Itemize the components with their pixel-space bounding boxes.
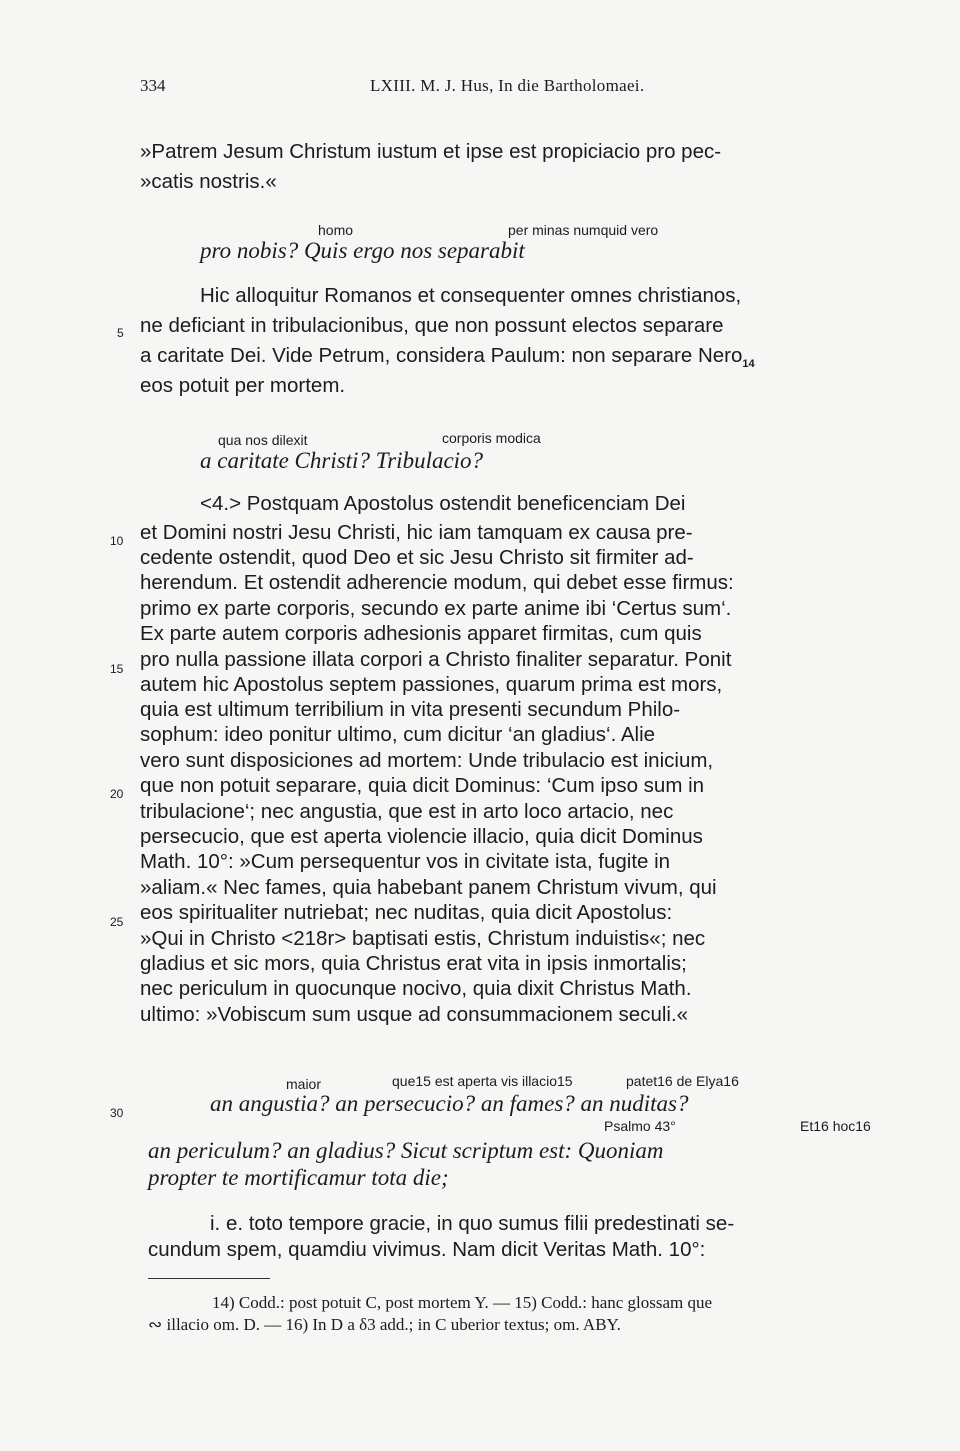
text-line: cundum spem, quamdiu vivimus. Nam dicit Veritas Math. 10°: <box>148 1238 706 1261</box>
lemma-line: propter te mortificamur tota die; <box>148 1165 449 1190</box>
text-line: eos spiritualiter nutriebat; nec nuditas, quia dicit Apostolus: <box>140 901 673 924</box>
footnote: 14) Codd.: post potuit C, post mortem Y. — 15) Codd.: hanc glossam que <box>212 1293 713 1312</box>
footnote-ref: 14 <box>742 358 755 371</box>
running-head: LXIII. M. J. Hus, In die Bartholomaei. <box>370 76 645 95</box>
interlinear-gloss: corporis modica <box>442 430 541 446</box>
text-line: <4.> Postquam Apostolus ostendit beneficenciam Dei <box>200 492 686 515</box>
footnote: ∾ illacio om. D. — 16) In D a δ3 add.; in C uberior textus; om. ABY. <box>148 1315 621 1334</box>
text-line: pro nulla passione illata corpori a Christo finaliter separatur. Ponit <box>140 648 732 671</box>
text-line: »catis nostris.« <box>140 170 277 193</box>
lemma-line: an angustia? an persecucio? an fames? an nuditas? <box>210 1091 689 1116</box>
text-line: primo ex parte corporis, secundo ex parte anime ibi ‘Certus sum‘. <box>140 597 732 620</box>
line-number: 10 <box>110 534 124 548</box>
interlinear-gloss: qua nos dilexit <box>218 432 308 448</box>
text-line <box>140 344 755 370</box>
footnote-rule <box>148 1278 270 1279</box>
text-line: sophum: ideo ponitur ultimo, cum dicitur ‘an gladius‘. Alie <box>140 723 656 746</box>
text-line: gladius et sic mors, quia Christus erat vita in ipsis inmortalis; <box>140 952 687 975</box>
text-line: herendum. Et ostendit adherencie modum, qui debet esse firmus: <box>140 571 734 594</box>
text-line: »Patrem Jesum Christum iustum et ipse est propiciacio pro pec- <box>140 140 722 163</box>
text-line: »Qui in Christo <218r> baptisati estis, Christum induistis«; nec <box>140 927 706 950</box>
lemma-line: pro nobis? Quis ergo nos separabit <box>200 238 525 263</box>
text-line: i. e. toto tempore gracie, in quo sumus filii predestinati se- <box>210 1212 735 1235</box>
text-span: a caritate Dei. Vide Petrum, considera Paulum: non separare Nero <box>140 344 743 367</box>
text-line: Math. 10°: »Cum persequentur vos in civitate ista, fugite in <box>140 850 671 873</box>
interlinear-gloss: homo <box>318 222 354 238</box>
lemma-line: an periculum? an gladius? Sicut scriptum est: Quoniam <box>148 1138 664 1163</box>
text-line: nec periculum in quocunque nocivo, quia dixit Christus Math. <box>140 977 692 1000</box>
text-line: persecucio, que est aperta violencie illacio, quia dicit Dominus <box>140 825 703 848</box>
interlinear-gloss: patet16 de Elya16 <box>626 1073 739 1089</box>
text-line: Hic alloquitur Romanos et consequenter omnes christianos, <box>200 284 742 307</box>
text-line: tribulacione‘; nec angustia, que est in arto loco artacio, nec <box>140 800 674 823</box>
text-line: quia est ultimum terribilium in vita presenti secundum Philo- <box>140 698 681 721</box>
interlinear-gloss: maior <box>286 1076 322 1092</box>
lemma-line: a caritate Christi? Tribulacio? <box>200 448 484 473</box>
interlinear-gloss: Et16 hoc16 <box>800 1118 871 1134</box>
text-line: autem hic Apostolus septem passiones, quarum prima est mors, <box>140 673 723 696</box>
text-line: ultimo: »Vobiscum sum usque ad consummacionem seculi.« <box>140 1003 689 1026</box>
text-line: Ex parte autem corporis adhesionis apparet firmitas, cum quis <box>140 622 702 645</box>
line-number: 25 <box>110 915 124 929</box>
line-number: 15 <box>110 662 124 676</box>
page-number: 334 <box>140 76 166 95</box>
interlinear-gloss: que15 est aperta vis illacio15 <box>392 1073 573 1089</box>
text-line: cedente ostendit, quod Deo et sic Jesu Christo sit firmiter ad- <box>140 546 694 569</box>
interlinear-gloss: Psalmo 43° <box>604 1118 676 1134</box>
interlinear-gloss: per minas numquid vero <box>508 222 659 238</box>
text-line: et Domini nostri Jesu Christi, hic iam tamquam ex causa pre- <box>140 521 693 544</box>
text-line: que non potuit separare, quia dicit Dominus: ‘Cum ipso sum in <box>140 774 705 797</box>
text-line: eos potuit per mortem. <box>140 374 346 397</box>
line-number: 20 <box>110 787 124 801</box>
text-line: »aliam.« Nec fames, quia habebant panem Christum vivum, qui <box>140 876 717 899</box>
text-line: ne deficiant in tribulacionibus, que non possunt electos separare <box>140 314 724 337</box>
line-number: 30 <box>110 1106 124 1120</box>
text-line: vero sunt disposiciones ad mortem: Unde tribulacio est inicium, <box>140 749 714 772</box>
line-number: 5 <box>117 326 124 340</box>
